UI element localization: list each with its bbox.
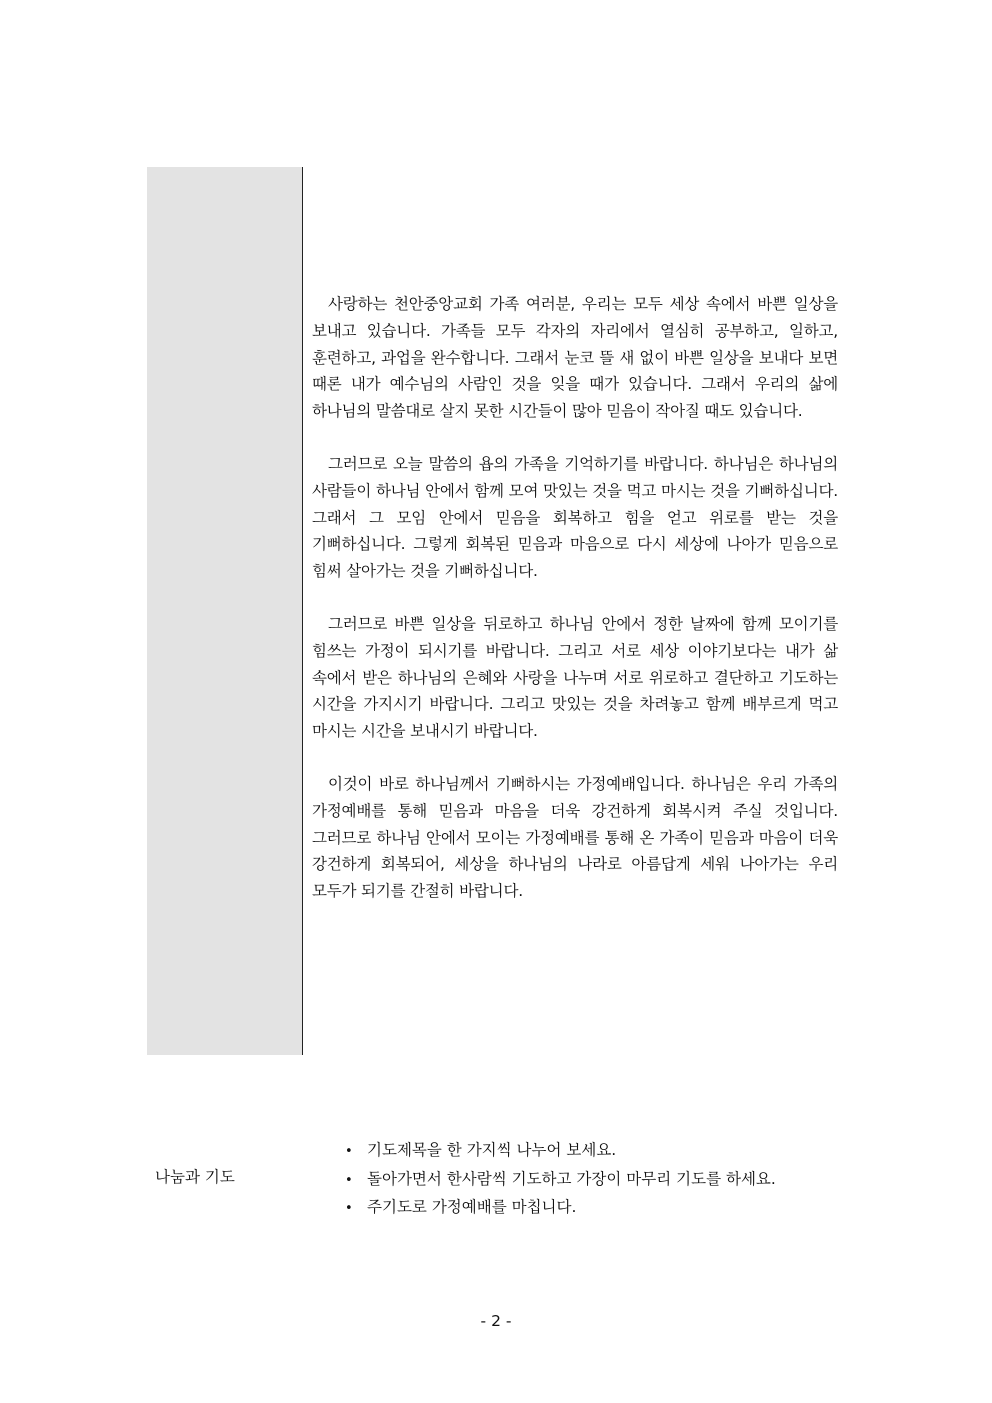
page-number: - 2 - bbox=[480, 1312, 512, 1330]
list-item bbox=[345, 1194, 776, 1223]
sermon-body bbox=[312, 291, 838, 931]
side-panel bbox=[147, 167, 302, 1055]
list-item bbox=[345, 1137, 776, 1166]
list-item bbox=[345, 1166, 776, 1195]
bullet-icon: • bbox=[345, 1144, 353, 1159]
paragraph-4: 이것이 바로 하나님께서 기뻐하시는 가정예배입니다. 하나님은 우리 가족의 가정예배를 통해 믿음과 마음을 더욱 강건하게 회복시켜 주실 것입니다. 그러므로 하나님 안에서 모이는 가정예배를 통해 온 가족이 믿음과 마음이 더욱 강건하게 회복되어, 세상을 하나님의 나라로 아름답게 세워 나아가는 우리 모두가 되기를 간절히 바랍니다. bbox=[312, 774, 838, 901]
list-item-text: 돌아가면서 한사람씩 기도하고 가장이 마무리 기도를 하세요. bbox=[367, 1169, 776, 1188]
paragraph-1: 사랑하는 천안중앙교회 가족 여러분, 우리는 모두 세상 속에서 바쁜 일상을 보내고 있습니다. 가족들 모두 각자의 자리에서 열심히 공부하고, 일하고, 훈련하고, 과업을 완수합니다. 그래서 눈코 뜰 새 없이 바쁜 일상을 보내다 보면 때론 내가 예수님의 사람인 것을 잊을 때가 있습니다. 그래서 우리의 삶에 하나님의 말씀대로 살지 못한 시간들이 많아 믿음이 작아질 때도 있습니다. bbox=[312, 295, 838, 421]
prayer-list bbox=[345, 1137, 776, 1223]
vertical-divider bbox=[302, 167, 303, 1055]
paragraph-3: 그러므로 바쁜 일상을 뒤로하고 하나님 안에서 정한 날짜에 함께 모이기를 힘쓰는 가정이 되시기를 바랍니다. 그리고 서로 세상 이야기보다는 내가 삶 속에서 받은 하나님의 은혜와 사랑을 나누며 서로 위로하고 결단하고 기도하는 시간을 가지시기 바랍니다. 그리고 맛있는 것을 차려놓고 함께 배부르게 먹고 마시는 시간을 보내시기 바랍니다. bbox=[312, 614, 839, 741]
list-item-text: 기도제목을 한 가지씩 나누어 보세요. bbox=[367, 1141, 617, 1159]
sharing-prayer-label: 나눔과 기도 bbox=[155, 1168, 235, 1186]
paragraph-2: 그러므로 오늘 말씀의 욥의 가족을 기억하기를 바랍니다. 하나님은 하나님의 사람들이 하나님 안에서 함께 모여 맛있는 것을 먹고 마시는 것을 기뻐하십니다. 그래서 그 모임 안에서 믿음을 회복하고 힘을 얻고 위로를 받는 것을 기뻐하십니다. 그렇게 회복된 믿음과 마음으로 다시 세상에 나아가 믿음으로 힘써 살아가는 것을 기뻐하십니다. bbox=[312, 454, 838, 581]
bullet-icon: • bbox=[345, 1201, 353, 1216]
bullet-icon: • bbox=[345, 1172, 353, 1188]
list-item-text: 주기도로 가정예배를 마칩니다. bbox=[367, 1198, 577, 1216]
